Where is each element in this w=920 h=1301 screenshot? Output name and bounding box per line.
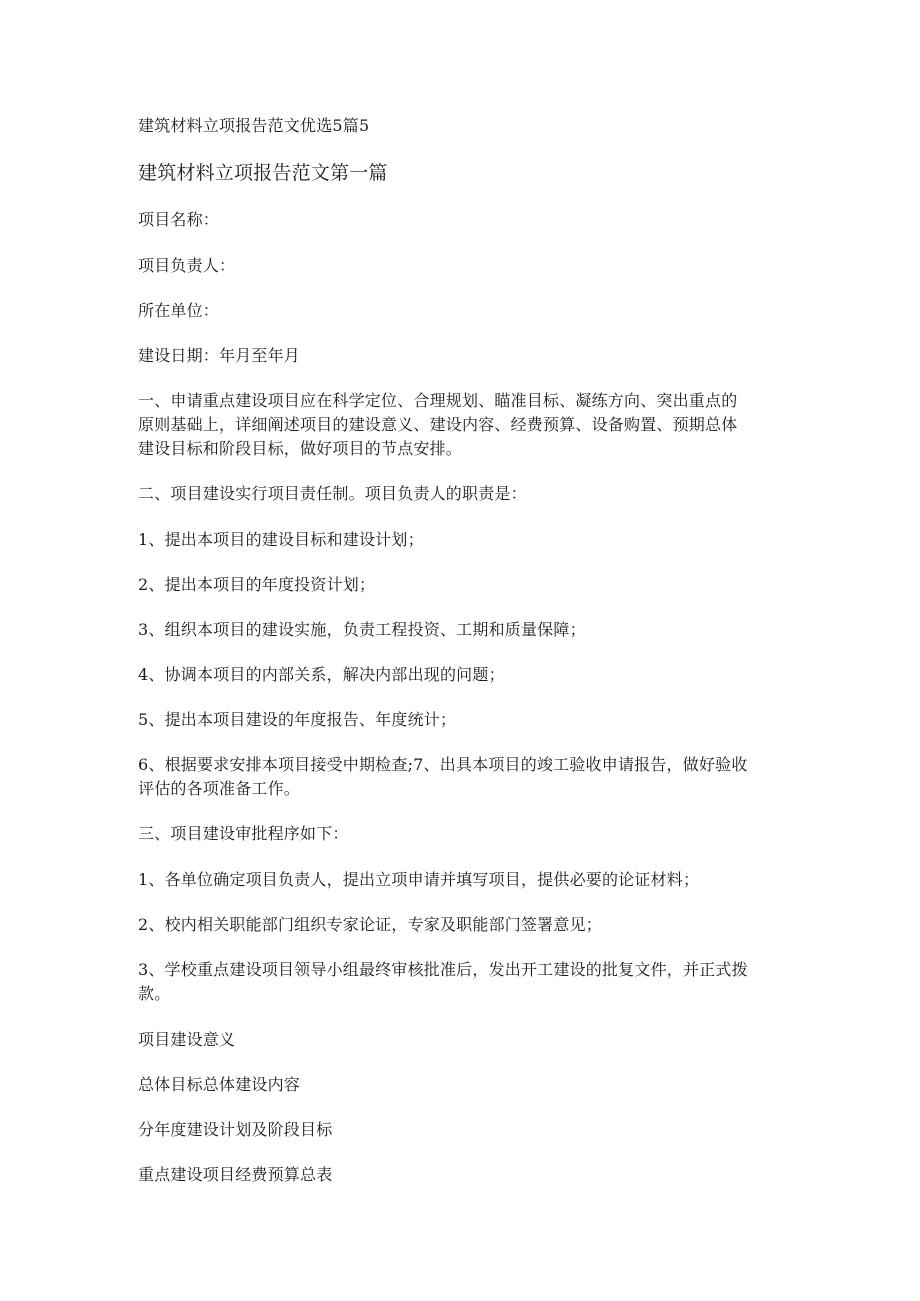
duty-item-5: 5、提出本项目建设的年度报告、年度统计； [138,710,457,729]
paragraph-2: 二、项目建设实行项目责任制。项目负责人的职责是： [138,484,527,503]
section-title: 建筑材料立项报告范文第一篇 [138,162,388,184]
heading-annual-plan: 分年度建设计划及阶段目标 [138,1120,333,1139]
duty-item-6-line-2: 评估的各项准备工作。 [138,779,301,798]
field-project-leader: 项目负责人： [138,256,236,275]
step-item-3-line-2: 款。 [138,984,171,1003]
document-title: 建筑材料立项报告范文优选5篇5 [138,116,370,135]
duty-item-3: 3、组织本项目的建设实施，负责工程投资、工期和质量保障； [138,620,586,639]
field-build-date: 建设日期：年月至年月 [138,346,301,365]
heading-overall: 总体目标总体建设内容 [138,1075,301,1094]
paragraph-1-line-3: 建设目标和阶段目标，做好项目的节点安排。 [138,439,463,458]
paragraph-1-line-1: 一、申请重点建设项目应在科学定位、合理规划、瞄准目标、凝练方向、突出重点的 [138,391,738,410]
step-item-2: 2、校内相关职能部门组织专家论证，专家及职能部门签署意见； [138,915,602,934]
step-item-3-line-1: 3、学校重点建设项目领导小组最终审核批准后，发出开工建设的批复文件，并正式拨 [138,960,748,979]
field-unit: 所在单位： [138,301,220,320]
duty-item-2: 2、提出本项目的年度投资计划； [138,575,376,594]
paragraph-3: 三、项目建设审批程序如下： [138,824,349,843]
duty-item-4: 4、协调本项目的内部关系，解决内部出现的问题； [138,665,505,684]
heading-budget-table: 重点建设项目经费预算总表 [138,1165,333,1184]
step-item-1: 1、各单位确定项目负责人，提出立项申请并填写项目，提供必要的论证材料； [138,870,700,889]
field-project-name: 项目名称： [138,210,220,229]
heading-significance: 项目建设意义 [138,1030,236,1049]
duty-item-1: 1、提出本项目的建设目标和建设计划； [138,530,424,549]
paragraph-1-line-2: 原则基础上，详细阐述项目的建设意义、建设内容、经费预算、设备购置、预期总体 [138,415,738,434]
duty-item-6-line-1: 6、根据要求安排本项目接受中期检查;7、出具本项目的竣工验收申请报告，做好验收 [138,755,748,774]
